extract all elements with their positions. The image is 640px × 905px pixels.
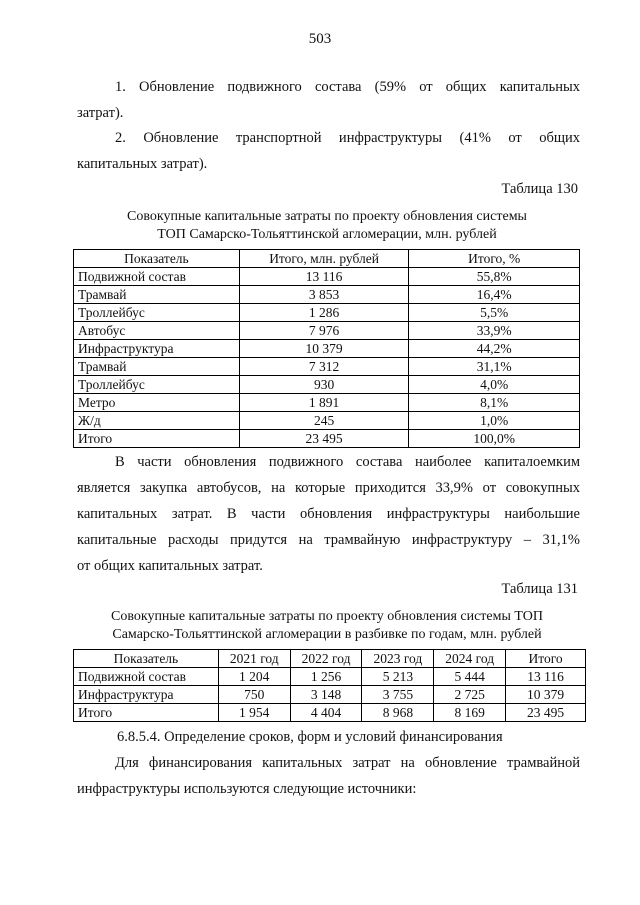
table-cell: 5 213	[362, 668, 434, 686]
list-item-2-line2: капитальных затрат).	[77, 156, 208, 172]
table-130-caption-line1: Совокупные капитальные затраты по проекту обновления системы	[127, 209, 527, 224]
table-cell: 8 169	[434, 704, 506, 722]
list-item-2	[77, 125, 580, 177]
table-row	[74, 704, 586, 722]
table-cell: 5,5%	[409, 304, 580, 322]
table-cell: 1 204	[218, 668, 290, 686]
table-cell: Автобус	[74, 322, 240, 340]
table-cell: 8 968	[362, 704, 434, 722]
table-row	[74, 430, 580, 448]
list-item-2-line1: 2. Обновление транспортной инфраструктуры (41% от общих	[115, 130, 580, 146]
column-header: Итого, млн. рублей	[239, 250, 409, 268]
table-cell: 1,0%	[409, 412, 580, 430]
table-131-label: Таблица 131	[501, 581, 578, 597]
table-cell: Итого	[74, 430, 240, 448]
table-131-caption-line2: Самарско-Тольяттинской агломерации в разбивке по годам, млн. рублей	[112, 627, 542, 642]
table-130-caption	[62, 208, 592, 244]
table-cell: 7 312	[239, 358, 409, 376]
body-paragraph	[77, 449, 580, 579]
table-row	[74, 412, 580, 430]
table-cell: 16,4%	[409, 286, 580, 304]
table-130	[73, 249, 580, 448]
table-131-caption	[62, 608, 592, 644]
table-row	[74, 268, 580, 286]
column-header: Итого	[506, 650, 586, 668]
column-header: Показатель	[74, 250, 240, 268]
table-cell: 23 495	[506, 704, 586, 722]
table-cell: Троллейбус	[74, 376, 240, 394]
table-cell: 13 116	[239, 268, 409, 286]
table-header-row	[74, 650, 586, 668]
table-cell: Подвижной состав	[74, 268, 240, 286]
table-row	[74, 668, 586, 686]
table-cell: 245	[239, 412, 409, 430]
table-cell: Троллейбус	[74, 304, 240, 322]
table-cell: 3 853	[239, 286, 409, 304]
table-cell: Инфраструктура	[74, 686, 219, 704]
table-131-caption-line1: Совокупные капитальные затраты по проекту обновления системы ТОП	[110, 609, 543, 624]
table-cell: 1 891	[239, 394, 409, 412]
paragraph-line: Для финансирования капитальных затрат на обновление трамвайной	[115, 755, 580, 771]
table-cell: 44,2%	[409, 340, 580, 358]
table-row	[74, 394, 580, 412]
table-header-row	[74, 250, 580, 268]
table-cell: 100,0%	[409, 430, 580, 448]
list-item-1-line1: 1. Обновление подвижного состава (59% от общих капитальных	[115, 79, 580, 95]
table-cell: 33,9%	[409, 322, 580, 340]
table-cell: 1 256	[290, 668, 362, 686]
table-cell: 1 286	[239, 304, 409, 322]
table-row	[74, 358, 580, 376]
table-cell: Итого	[74, 704, 219, 722]
page-number: 503	[308, 31, 332, 47]
column-header: 2021 год	[218, 650, 290, 668]
table-cell: 55,8%	[409, 268, 580, 286]
table-cell: 8,1%	[409, 394, 580, 412]
table-cell: 3 755	[362, 686, 434, 704]
table-cell: 5 444	[434, 668, 506, 686]
table-cell: Метро	[74, 394, 240, 412]
table-cell: 2 725	[434, 686, 506, 704]
column-header: Итого, %	[409, 250, 580, 268]
table-cell: 31,1%	[409, 358, 580, 376]
paragraph-line: является закупка автобусов, на которые приходится 33,9% от совокупных	[77, 480, 580, 496]
table-cell: Подвижной состав	[74, 668, 219, 686]
table-row	[74, 340, 580, 358]
table-cell: Ж/д	[74, 412, 240, 430]
table-cell: 13 116	[506, 668, 586, 686]
table-row	[74, 304, 580, 322]
table-130-label: Таблица 130	[501, 181, 578, 197]
column-header: 2022 год	[290, 650, 362, 668]
table-cell: Трамвай	[74, 286, 240, 304]
column-header: 2023 год	[362, 650, 434, 668]
paragraph-line: капитальные расходы придутся на трамвайную инфраструктуру – 31,1%	[77, 532, 580, 548]
table-cell: 7 976	[239, 322, 409, 340]
table-row	[74, 286, 580, 304]
table-cell: 750	[218, 686, 290, 704]
list-item-1-line2: затрат).	[77, 105, 124, 121]
table-cell: 23 495	[239, 430, 409, 448]
table-row	[74, 376, 580, 394]
paragraph-line: капитальных затрат. В части обновления инфраструктуры наибольшие	[77, 506, 580, 522]
section-heading: 6.8.5.4. Определение сроков, форм и условий финансирования	[117, 729, 503, 745]
table-cell: Инфраструктура	[74, 340, 240, 358]
table-cell: 4 404	[290, 704, 362, 722]
table-cell: Трамвай	[74, 358, 240, 376]
table-row	[74, 322, 580, 340]
paragraph-line: инфраструктуры используются следующие источники:	[77, 781, 417, 797]
table-cell: 1 954	[218, 704, 290, 722]
list-item-1	[77, 74, 580, 126]
table-130-caption-line2: ТОП Самарско-Тольяттинской агломерации, млн. рублей	[157, 227, 497, 242]
table-cell: 10 379	[239, 340, 409, 358]
paragraph-line: от общих капитальных затрат.	[77, 558, 263, 574]
table-cell: 930	[239, 376, 409, 394]
table-131	[73, 649, 586, 722]
table-cell: 10 379	[506, 686, 586, 704]
table-cell: 3 148	[290, 686, 362, 704]
column-header: 2024 год	[434, 650, 506, 668]
column-header: Показатель	[74, 650, 219, 668]
table-row	[74, 686, 586, 704]
paragraph-line: В части обновления подвижного состава наиболее капиталоемким	[115, 454, 580, 470]
table-cell: 4,0%	[409, 376, 580, 394]
final-paragraph	[77, 750, 580, 802]
